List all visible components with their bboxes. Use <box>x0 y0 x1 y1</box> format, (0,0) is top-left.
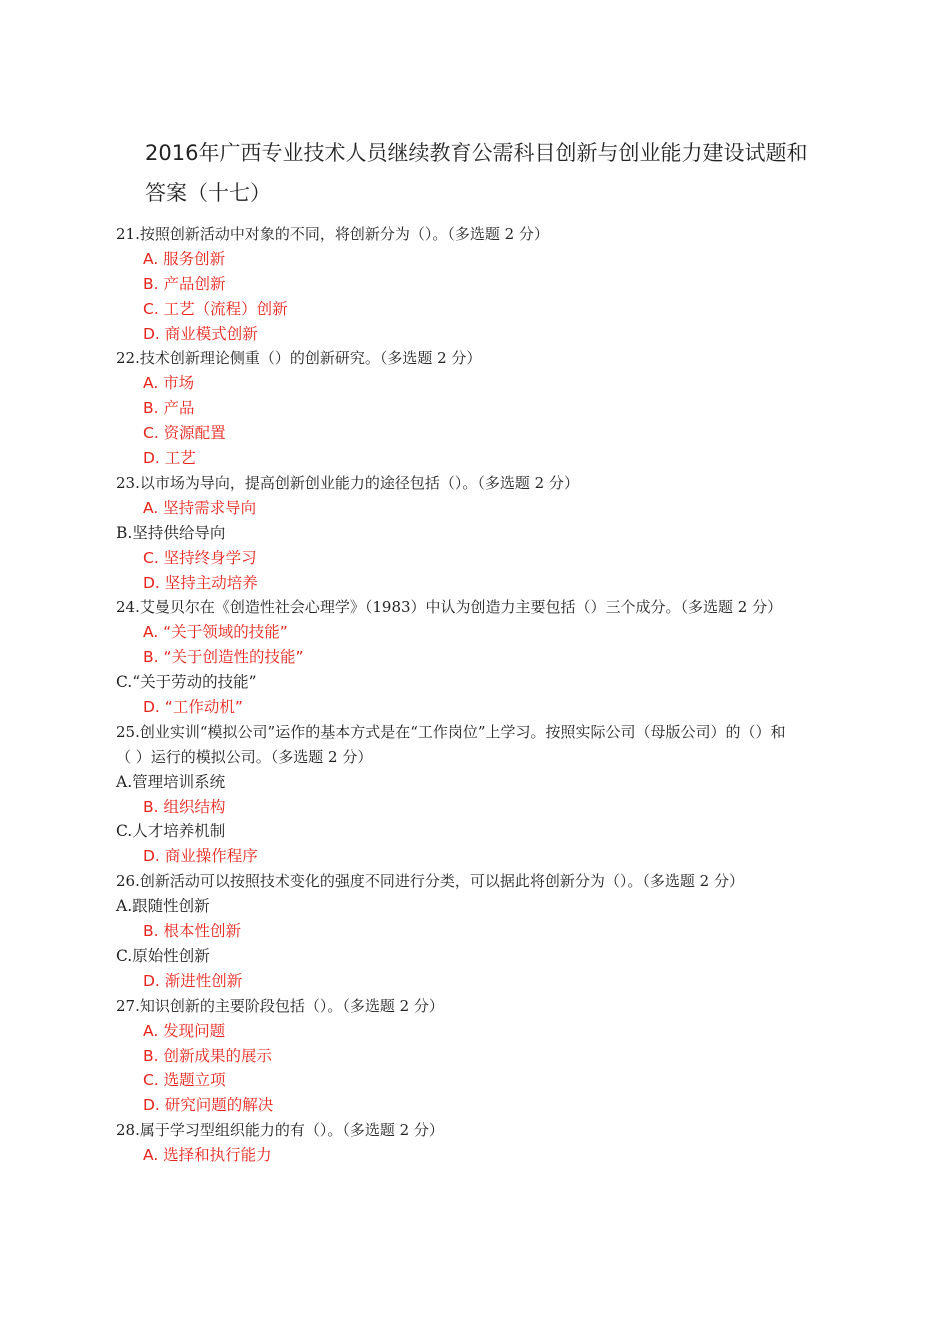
question-block <box>116 595 796 719</box>
answer-option-correct: A. 坚持需求导向 <box>143 498 257 517</box>
answer-option-correct: D. 工艺 <box>143 449 196 468</box>
answer-option-correct: D. 坚持主动培养 <box>143 573 258 592</box>
answer-option-correct: D. 渐进性创新 <box>143 971 243 990</box>
question-block <box>116 994 796 1118</box>
answer-option-correct: B. 产品 <box>143 399 195 418</box>
question-block <box>116 720 796 869</box>
answer-option: C.人才培养机制 <box>116 822 226 841</box>
answer-option-correct: C. 坚持终身学习 <box>143 548 257 567</box>
question-text: 28.属于学习型组织能力的有（）。（多选题 2 分） <box>116 1121 444 1140</box>
document-title: 2016年广西专业技术人员继续教育公需科目创新与创业能力建设试题和答案（十七） <box>145 141 808 205</box>
answer-option-correct: A. 市场 <box>143 374 195 393</box>
answer-option-correct: C. 选题立项 <box>143 1071 226 1090</box>
answer-option: B.坚持供给导向 <box>116 523 226 542</box>
question-block <box>116 1118 796 1168</box>
answer-option-correct: B. 组织结构 <box>143 797 226 816</box>
answer-option-correct: B. 创新成果的展示 <box>143 1046 272 1065</box>
answer-option-correct: C. 工艺（流程）创新 <box>143 299 288 318</box>
question-text: 24.艾曼贝尔在《创造性社会心理学》（1983）中认为创造力主要包括（）三个成分。（多选题 2 分） <box>116 598 783 617</box>
answer-option-correct: D. 商业操作程序 <box>143 847 258 866</box>
question-block <box>116 471 796 595</box>
question-text: 26.创新活动可以按照技术变化的强度不同进行分类，可以据此将创新分为（）。（多选题 2 分） <box>116 872 744 891</box>
question-list <box>116 222 796 1168</box>
answer-option-correct: A. “关于领域的技能” <box>143 623 288 642</box>
answer-option-correct: B. 产品创新 <box>143 274 226 293</box>
answer-option: A.跟随性创新 <box>116 897 210 916</box>
answer-option-correct: B. 根本性创新 <box>143 922 241 941</box>
question-block <box>116 346 796 470</box>
answer-option-correct: D. 研究问题的解决 <box>143 1096 274 1115</box>
question-text: 27.知识创新的主要阶段包括（）。（多选题 2 分） <box>116 996 444 1015</box>
answer-option-correct: A. 选择和执行能力 <box>143 1146 272 1165</box>
question-block <box>116 222 796 346</box>
answer-option-correct: B. “关于创造性的技能” <box>143 648 304 667</box>
answer-option: C.原始性创新 <box>116 946 210 965</box>
answer-option-correct: A. 发现问题 <box>143 1021 226 1040</box>
answer-option: A.管理培训系统 <box>116 772 226 791</box>
answer-option-correct: D. 商业模式创新 <box>143 324 258 343</box>
question-block <box>116 869 796 993</box>
answer-option-correct: A. 服务创新 <box>143 249 226 268</box>
answer-option-correct: D. “工作动机” <box>143 697 243 716</box>
question-text: 22.技术创新理论侧重（）的创新研究。（多选题 2 分） <box>116 349 482 368</box>
question-text: 23.以市场为导向，提高创新创业能力的途径包括（）。（多选题 2 分） <box>116 473 579 492</box>
answer-option: C.“关于劳动的技能” <box>116 673 257 692</box>
question-text: 25.创业实训“模拟公司”运作的基本方式是在“工作岗位”上学习。按照实际公司（母版公司）的（）和（ ）运行的模拟公司。（多选题 2 分） <box>116 722 786 766</box>
question-text: 21.按照创新活动中对象的不同，将创新分为（）。（多选题 2 分） <box>116 225 549 243</box>
answer-option-correct: C. 资源配置 <box>143 424 226 443</box>
